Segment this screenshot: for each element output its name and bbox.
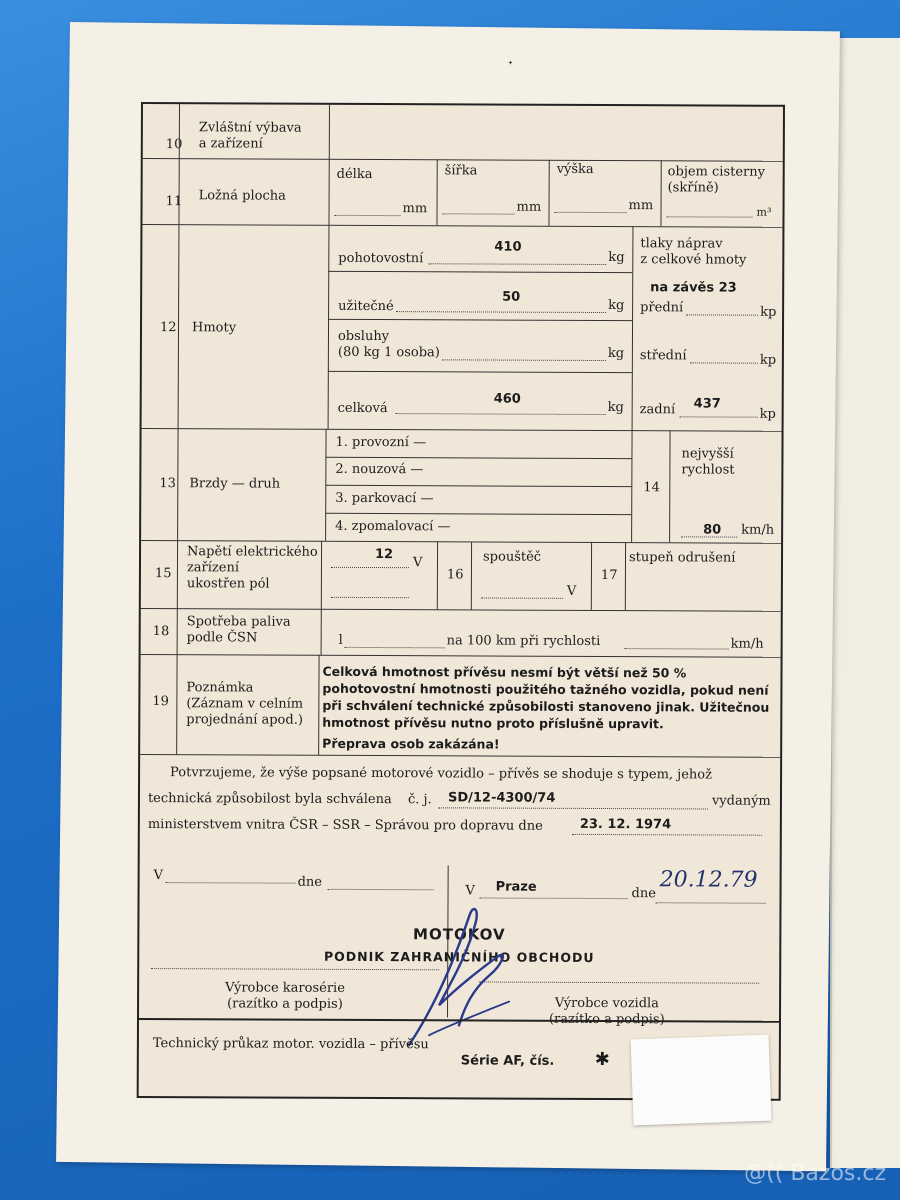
payload-label: užitečné (338, 298, 394, 315)
body-maker-label: Výrobce karosérie (razítko a podpis) (225, 980, 345, 1012)
row-number: 14 (643, 480, 660, 496)
note-body: Celková hmotnost přívěsu nesmí být větší než 50 % pohotovostní hmotnosti použitého tažného vozidla, pokud není při schválení technické způsobilosti stanoveno jinak. Užitečnou hmotnost přívěsu nutno proto příslušně upravit. (322, 663, 770, 732)
unit-kp: kp (759, 406, 776, 422)
per-100km-text: na 100 km při rychlosti (446, 633, 601, 650)
watermark: @(( Bazos.cz (744, 1161, 886, 1186)
unit-v: V (566, 583, 577, 599)
place-value: Praze (495, 879, 537, 895)
brake-1: 1. provozní — (335, 434, 427, 451)
middle-axle-label: střední (639, 348, 687, 364)
unit-mm: mm (628, 198, 654, 214)
max-speed-value: 80 (703, 522, 722, 538)
total-weight-value: 460 (493, 391, 521, 407)
row-13 (141, 428, 781, 544)
payload-value: 50 (502, 289, 521, 305)
row-12 (142, 224, 783, 432)
row-18 (141, 608, 781, 658)
unit-kg: kg (607, 346, 625, 362)
length-label: délka (336, 166, 373, 183)
note-warning: Přeprava osob zakázána! (322, 735, 500, 752)
brake-2: 2. nouzová — (335, 461, 424, 478)
hitch-value: na závěs 23 (650, 280, 737, 296)
unit-kg: kg (608, 250, 625, 266)
footer-text: Technický průkaz motor. vozidla – přívěsu (152, 1036, 429, 1053)
row-11 (142, 158, 782, 228)
place-label-right: V (465, 883, 475, 899)
row-number: 12 (159, 320, 177, 336)
unit-mm: mm (516, 199, 542, 215)
issued-text: vydaným (711, 793, 771, 809)
total-weight-label: celková (337, 400, 388, 417)
voltage-value: 12 (374, 547, 394, 563)
page-mark: ᐩ (508, 58, 513, 72)
row-label: Ložná plocha (198, 188, 286, 204)
row-19 (140, 654, 780, 758)
starter-label: spouštěč (482, 549, 542, 565)
max-speed-label: nejvyšší rychlost (681, 446, 735, 478)
row-label: Brzdy — druh (189, 476, 281, 492)
unit-kmh: km/h (730, 636, 764, 652)
voltage-label: Napětí elektrického zařízení ukostřen pól (186, 544, 318, 592)
next-page-edge (830, 38, 900, 1168)
place-label-left: V (153, 868, 164, 884)
reference-number: SD/12-4300/74 (447, 790, 556, 806)
paper-sticker (631, 1035, 772, 1126)
axle-pressure-label: tlaky náprav z celkové hmoty (640, 236, 747, 268)
confirmation-line-1: Potvrzujeme, že výše popsané motorové vozidlo – přívěs se shoduje s typem, jehož (170, 765, 712, 783)
stamp-company-name: MOTOKOV (413, 925, 506, 944)
standby-weight-value: 410 (494, 239, 522, 255)
technical-certificate-form (137, 102, 785, 1101)
signature-scribble (389, 895, 520, 1056)
row-number: 13 (159, 476, 176, 492)
rear-axle-label: zadní (639, 402, 676, 418)
row-label: Hmoty (191, 320, 237, 336)
crew-label: obsluhy (80 kg 1 osoba) (337, 328, 440, 361)
date-label-left: dne (297, 874, 323, 890)
front-axle-label: přední (640, 300, 684, 316)
star-icon: ✱ (594, 1048, 610, 1071)
row-number: 19 (152, 694, 169, 710)
confirmation-block (147, 760, 771, 841)
unit-kp: kp (760, 304, 777, 320)
confirmation-line-2 (147, 786, 771, 815)
unit-kmh: km/h (741, 522, 775, 538)
width-label: šířka (444, 163, 478, 179)
vehicle-maker-label: Výrobce vozidla (razítko a podpis) (548, 995, 665, 1028)
unit-v: V (412, 555, 423, 571)
date-label-right: dne (631, 886, 656, 902)
ministry-text: ministerstvem vnitra ČSR – SSR – Správou pro dopravu dne (147, 817, 543, 834)
rear-axle-value: 437 (693, 396, 721, 412)
row-number: 16 (446, 567, 464, 583)
row-number: 15 (154, 566, 172, 582)
brake-4: 4. zpomalovací — (335, 518, 451, 535)
standby-weight-label: pohotovostní (338, 250, 424, 267)
row-number: 18 (152, 624, 170, 640)
brake-3: 3. parkovací — (335, 490, 434, 507)
fuel-consumption-label: Spotřeba paliva podle ČSN (186, 614, 291, 646)
row-number: 11 (165, 194, 183, 210)
row-15 (141, 540, 781, 612)
tank-volume-label: objem cisterny (skříně) (667, 164, 766, 196)
row-number: 10 (165, 137, 183, 153)
litre-symbol: l (338, 632, 343, 648)
confirmation-approved-text: technická způsobilost byla schválena (147, 791, 392, 808)
unit-m3: m³ (756, 205, 772, 219)
note-label: Poznámka (Záznam v celním projednání apod.) (186, 680, 304, 728)
row-10 (143, 104, 783, 162)
approval-date: 23. 12. 1974 (579, 816, 672, 833)
height-label: výška (556, 161, 594, 177)
unit-mm: mm (402, 201, 428, 217)
row-number: 17 (600, 568, 618, 584)
confirmation-line-3 (148, 812, 768, 841)
unit-kp: kp (759, 352, 777, 368)
row-label: Zvláštní výbava a zařízení (198, 120, 302, 152)
note-text (322, 663, 774, 754)
reference-label: č. j. (407, 792, 432, 808)
handwritten-date: 20.12.79 (659, 867, 758, 893)
interference-label: stupeň odrušení (628, 550, 736, 566)
unit-kg: kg (608, 298, 625, 314)
series-label: Série AF, čís. (460, 1053, 555, 1069)
unit-kg: kg (607, 400, 624, 416)
stamp-company-subtitle: PODNIK ZAHRANIČNÍHO OBCHODU (323, 948, 595, 965)
